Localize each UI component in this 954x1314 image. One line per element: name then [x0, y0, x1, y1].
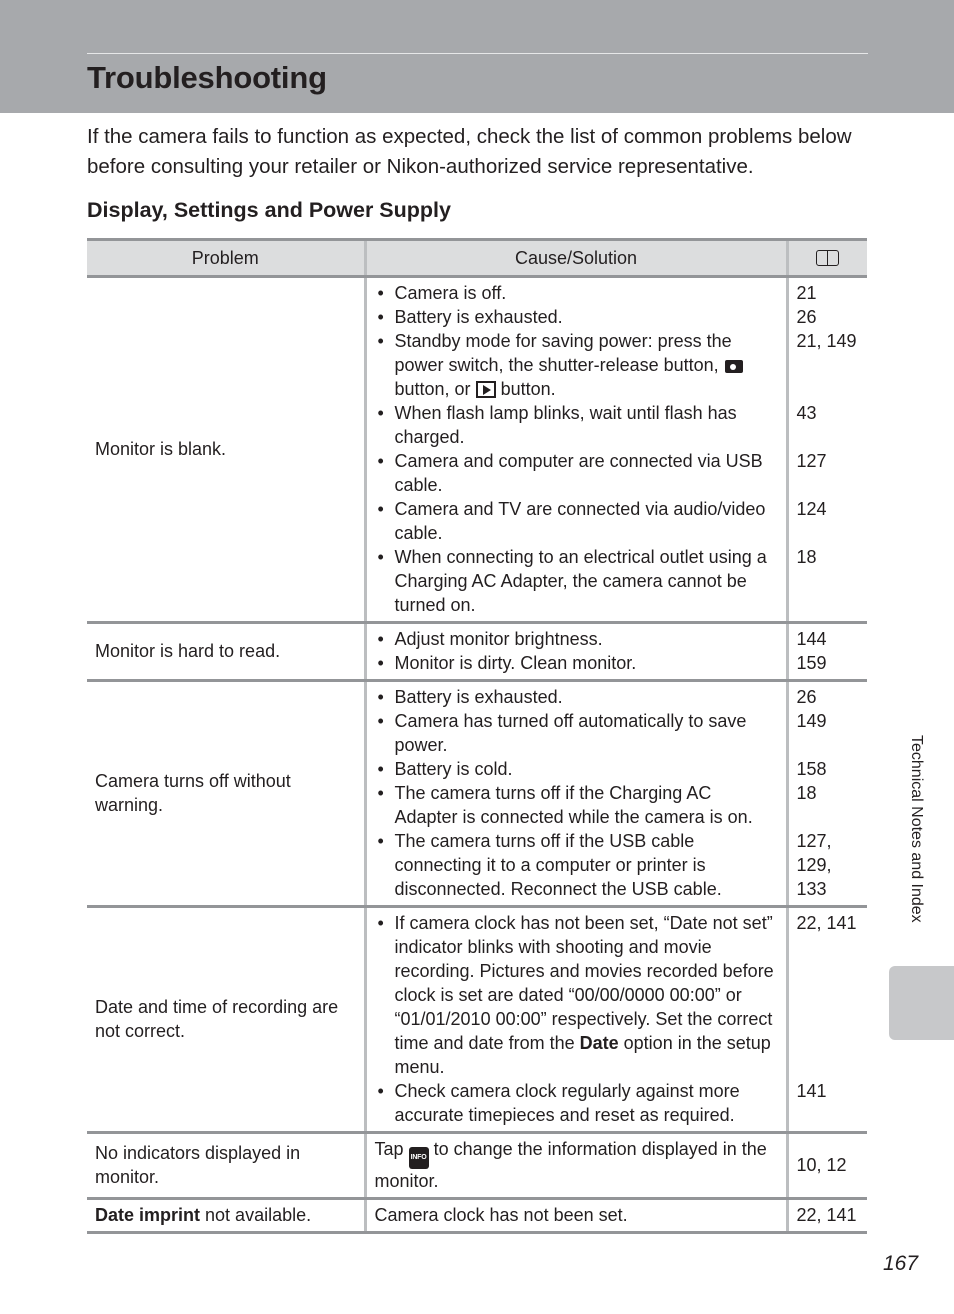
page-ref: 21, 149: [796, 331, 857, 351]
list-item: • Camera and TV are connected via audio/video cable.: [375, 497, 778, 545]
book-icon: [815, 249, 841, 267]
page-ref: 127: [796, 451, 827, 471]
list-item: • Check camera clock regularly against more accurate timepieces and reset as required.: [375, 1079, 778, 1127]
page-ref: 144: [796, 629, 827, 649]
page-ref: 18: [796, 547, 817, 567]
header-cause-solution: Cause/Solution: [365, 240, 787, 277]
page-ref: 141: [796, 1081, 827, 1101]
page-ref: 124: [796, 499, 827, 519]
table-row: [87, 1199, 867, 1233]
section-title: Display, Settings and Power Supply: [87, 198, 451, 222]
cause-cell: [365, 623, 787, 681]
list-item: • Standby mode for saving power: press the power switch, the shutter-release button, button, or button.: [375, 329, 778, 401]
cause-cell: [365, 907, 787, 1133]
list-item: • Monitor is dirty. Clean monitor.: [375, 651, 778, 675]
page-title: Troubleshooting: [87, 60, 327, 95]
list-item: • Battery is exhausted.: [375, 685, 778, 709]
page-ref: 26: [796, 307, 817, 327]
reference-cell: [787, 623, 867, 681]
table-row: [87, 907, 867, 1133]
list-item: • Camera has turned off automatically to save power.: [375, 709, 778, 757]
page-ref: 158: [796, 759, 827, 779]
list-item: • Adjust monitor brightness.: [375, 627, 778, 651]
page-ref: 43: [796, 403, 817, 423]
shooting-mode-camera-icon: [724, 356, 744, 374]
cause-cell: [365, 681, 787, 907]
table-row: [87, 1133, 867, 1199]
info-icon: INFO: [409, 1147, 429, 1169]
side-tab: [889, 966, 954, 1040]
list-item: • The camera turns off if the Charging AC Adapter is connected while the camera is on.: [375, 781, 778, 829]
list-item: • If camera clock has not been set, “Date not set” indicator blinks with shooting and movie recording. Pictures and movies recorded before clock is set are dated “00/00/0000 00:00” or “01/01/2010 00:00” respectively. Set the correct time and date from the Date option in the setup menu.: [375, 911, 778, 1079]
page-ref: 22, 141: [796, 913, 857, 933]
page-ref: 127, 129, 133: [796, 831, 832, 899]
cause-cell: [365, 277, 787, 623]
table-header-row: [87, 240, 867, 277]
page-ref: 149: [796, 711, 827, 731]
playback-icon: [476, 381, 496, 398]
list-item: • When flash lamp blinks, wait until flash has charged.: [375, 401, 778, 449]
page-ref: 26: [796, 687, 817, 707]
page-ref: 159: [796, 653, 827, 673]
reference-cell: [787, 1133, 867, 1199]
list-item: • Camera and computer are connected via USB cable.: [375, 449, 778, 497]
cause-cell: Camera clock has not been set.: [365, 1199, 787, 1233]
page-ref: 21: [796, 283, 817, 303]
problem-cell: Date and time of recording are not correct.: [87, 907, 365, 1133]
list-item: • The camera turns off if the USB cable connecting it to a computer or printer is disconnected. Reconnect the USB cable.: [375, 829, 778, 901]
reference-cell: [787, 277, 867, 623]
header-reference: [787, 240, 867, 277]
table-row: [87, 623, 867, 681]
problem-cell: Camera turns off without warning.: [87, 681, 365, 907]
problem-cell: No indicators displayed in monitor.: [87, 1133, 365, 1199]
side-section-label: Technical Notes and Index: [908, 735, 925, 923]
problem-cell: Monitor is hard to read.: [87, 623, 365, 681]
page-number: 167: [883, 1252, 919, 1275]
header-rule: [87, 53, 868, 54]
troubleshooting-table: [87, 238, 867, 1234]
header-band: [0, 0, 954, 113]
intro-paragraph: If the camera fails to function as expected, check the list of common problems below before consulting your retailer or Nikon-authorized service representative.: [87, 125, 852, 178]
cause-cell: Tap INFO to change the information displayed in the monitor.: [365, 1133, 787, 1199]
problem-cell: Date imprint not available.: [87, 1199, 365, 1233]
problem-cell: Monitor is blank.: [87, 277, 365, 623]
reference-cell: [787, 681, 867, 907]
page-ref: 18: [796, 783, 817, 803]
list-item: • When connecting to an electrical outlet using a Charging AC Adapter, the camera cannot be turned on.: [375, 545, 778, 617]
header-problem: Problem: [87, 240, 365, 277]
table-row: [87, 277, 867, 623]
list-item: • Battery is cold.: [375, 757, 778, 781]
reference-cell: [787, 1199, 867, 1233]
date-option-label: Date: [579, 1033, 619, 1053]
page-ref: 22, 141: [796, 1205, 857, 1225]
page-ref: 10, 12: [796, 1155, 847, 1175]
table-row: [87, 681, 867, 907]
list-item: • Battery is exhausted.: [375, 305, 778, 329]
date-imprint-label: Date imprint: [95, 1205, 201, 1225]
reference-cell: [787, 907, 867, 1133]
list-item: • Camera is off.: [375, 281, 778, 305]
